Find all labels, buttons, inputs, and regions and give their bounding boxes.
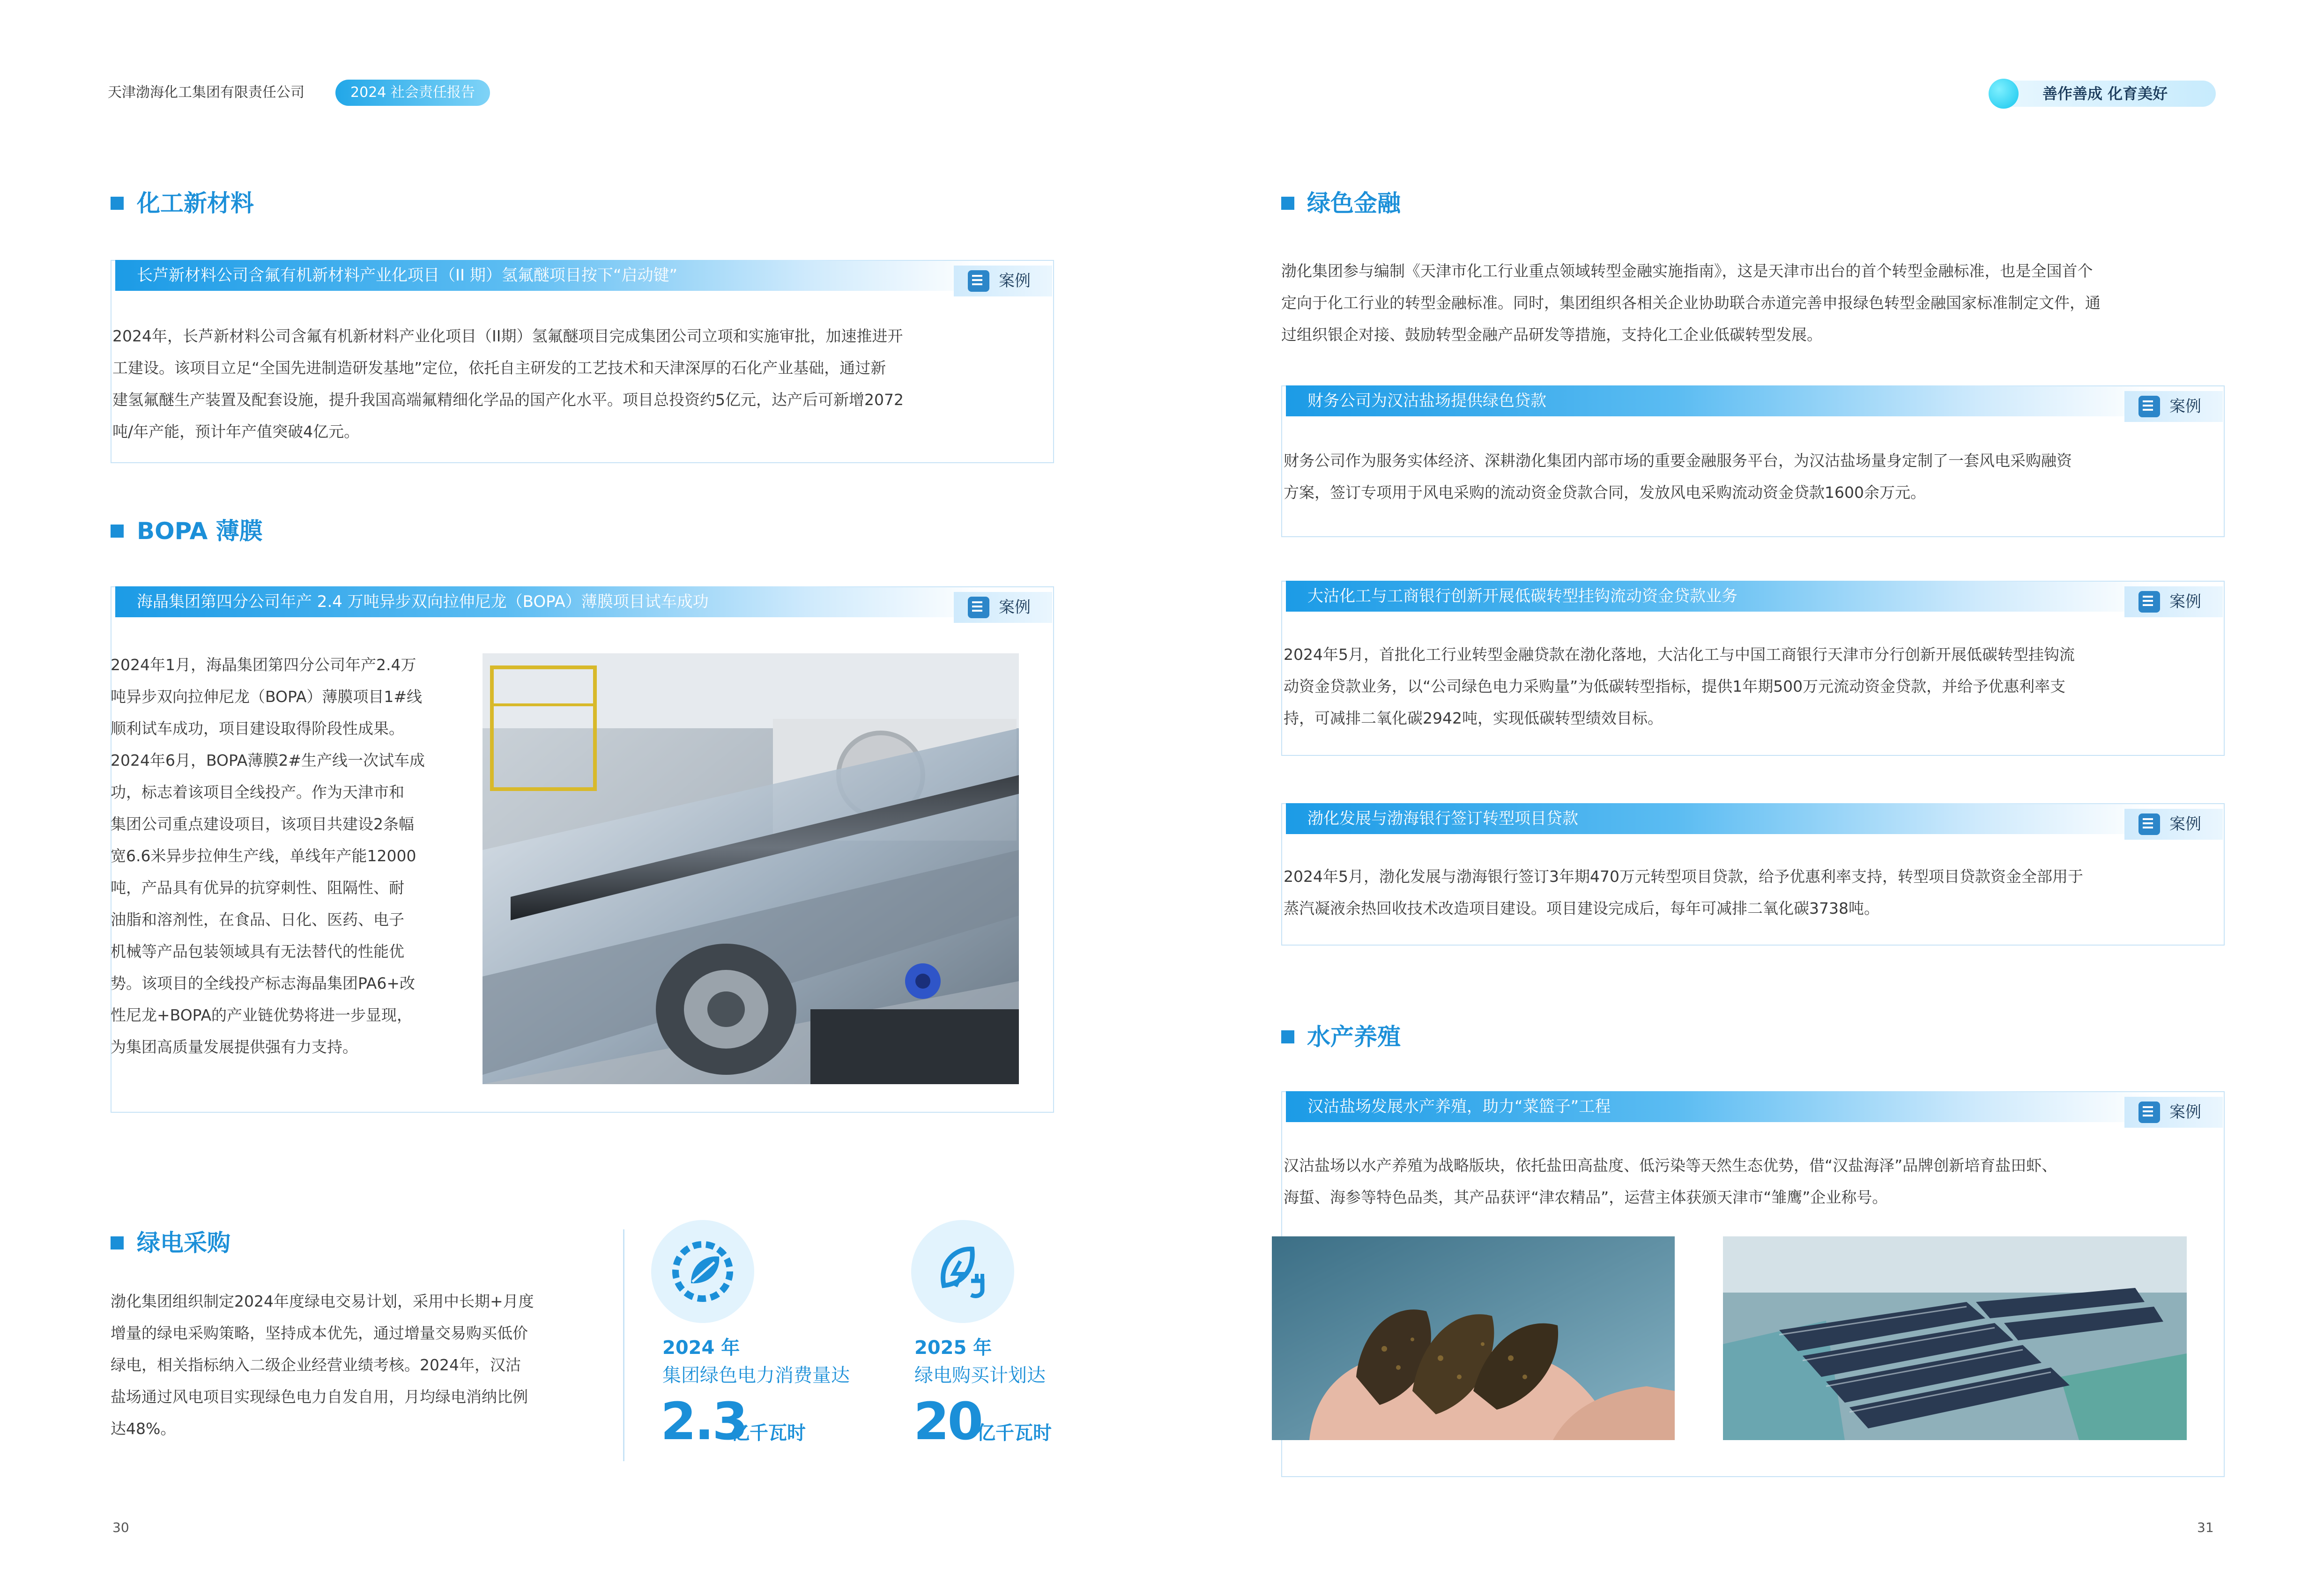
case-title: 财务公司为汉沽盐场提供绿色贷款 bbox=[1286, 385, 2153, 416]
report-badge: 2024 社会责任报告 bbox=[335, 80, 490, 106]
text-line: 渤化集团参与编制《天津市化工行业重点领域转型金融实施指南》，这是天津市出台的首个转型金融标准，也是全国首个 bbox=[1281, 262, 2093, 280]
stat-value: 2.3 bbox=[661, 1391, 746, 1451]
text-line: 渤化集团组织制定2024年度绿电交易计划，采用中长期+月度 bbox=[111, 1292, 534, 1310]
sea-cucumber-photo bbox=[1272, 1236, 1675, 1440]
slogan-text: 善作善成 化育美好 bbox=[2042, 85, 2168, 103]
case-tag-label: 案例 bbox=[999, 272, 1031, 290]
text-line: 定向于化工行业的转型金融标准。同时，集团组织各相关企业协助联合赤道完善申报绿色转型金融国家标准制定文件，通 bbox=[1281, 294, 2101, 312]
case-text bbox=[1284, 445, 2216, 509]
section-title-green-power: 绿电采购 bbox=[137, 1229, 230, 1257]
case-text bbox=[1284, 861, 2216, 924]
green-power-text bbox=[111, 1286, 602, 1445]
section-marker-icon bbox=[1281, 1030, 1294, 1043]
text-line: 2024年1月，海晶集团第四分公司年产2.4万 bbox=[111, 656, 416, 674]
slogan-dot-icon bbox=[1989, 79, 2019, 109]
bopa-film-photo bbox=[483, 653, 1019, 1084]
case-text bbox=[1284, 639, 2216, 734]
stat-unit: 亿千瓦时 bbox=[977, 1422, 1052, 1444]
text-line: 机械等产品包装领域具有无法替代的性能优 bbox=[111, 942, 404, 961]
document-icon bbox=[968, 597, 989, 618]
case-tag-label: 案例 bbox=[2169, 1103, 2201, 1122]
page-number: 31 bbox=[2197, 1520, 2214, 1535]
text-line: 2024年5月，渤化发展与渤海银行签订3年期470万元转型项目贷款，给予优惠利率支持，转型项目贷款资金全部用于 bbox=[1284, 867, 2083, 886]
text-line: 性尼龙+BOPA的产业链优势将进一步显现， bbox=[111, 1006, 413, 1024]
case-text bbox=[112, 320, 1045, 448]
text-line: 油脂和溶剂性，在食品、日化、医药、电子 bbox=[111, 910, 404, 929]
text-line: 2024年5月，首批化工行业转型金融贷款在渤化落地，大沽化工与中国工商银行天津市分行创新开展低碳转型挂钩流 bbox=[1284, 645, 2075, 664]
case-title: 大沽化工与工商银行创新开展低碳转型挂钩流动资金贷款业务 bbox=[1286, 581, 2153, 612]
document-icon bbox=[2138, 1101, 2160, 1123]
text-line: 2024年，长芦新材料公司含氟有机新材料产业化项目（II期）氢氟醚项目完成集团公司立项和实施审批，加速推进开 bbox=[112, 327, 903, 345]
case-tag-label: 案例 bbox=[2169, 592, 2201, 611]
text-line: 宽6.6米异步拉伸生产线，单线年产能12000 bbox=[111, 847, 416, 865]
case-tag bbox=[2124, 809, 2223, 840]
section-title-green-finance: 绿色金融 bbox=[1307, 190, 1401, 217]
case-title: 汉沽盐场发展水产养殖，助力“菜篮子”工程 bbox=[1286, 1091, 2153, 1122]
text-line: 绿电，相关指标纳入二级企业经营业绩考核。2024年，汉沽 bbox=[111, 1356, 521, 1374]
text-line: 集团公司重点建设项目，该项目共建设2条幅 bbox=[111, 815, 414, 833]
stat-unit: 亿千瓦时 bbox=[731, 1422, 806, 1444]
case-tag-label: 案例 bbox=[2169, 397, 2201, 416]
case-title: 海晶集团第四分公司年产 2.4 万吨异步双向拉伸尼龙（BOPA）薄膜项目试车成功 bbox=[115, 586, 982, 617]
text-line: 达48%。 bbox=[111, 1419, 176, 1438]
plug-leaf-icon bbox=[911, 1220, 1014, 1323]
company-name: 天津渤海化工集团有限责任公司 bbox=[108, 84, 304, 101]
stat-label: 绿电购买计划达 bbox=[914, 1365, 1046, 1386]
text-line: 方案，签订专项用于风电采购的流动资金贷款合同，发放风电采购流动资金贷款1600余万元。 bbox=[1284, 483, 1926, 502]
text-line: 工建设。该项目立足“全国先进制造研发基地”定位，依托自主研发的工艺技术和天津深厚的石化产业基础，通过新 bbox=[112, 359, 886, 377]
case-tag bbox=[954, 266, 1052, 296]
stat-label: 集团绿色电力消费量达 bbox=[662, 1365, 850, 1386]
case-tag bbox=[2124, 586, 2223, 617]
text-line: 顺利试车成功，项目建设取得阶段性成果。 bbox=[111, 719, 404, 738]
case-tag bbox=[2124, 1097, 2223, 1128]
text-line: 建氢氟醚生产装置及配套设施，提升我国高端氟精细化学品的国产化水平。项目总投资约5亿元，达产后可新增2072 bbox=[112, 391, 904, 409]
section-marker-icon bbox=[111, 525, 124, 538]
text-line: 汉沽盐场以水产养殖为战略版块，依托盐田高盐度、低污染等天然生态优势，借“汉盐海泽”品牌创新培育盐田虾、 bbox=[1284, 1156, 2057, 1175]
case-title: 渤化发展与渤海银行签订转型项目贷款 bbox=[1286, 803, 2153, 834]
document-icon bbox=[2138, 396, 2160, 417]
case-text bbox=[111, 649, 467, 1063]
divider bbox=[623, 1229, 624, 1461]
case-tag-label: 案例 bbox=[999, 598, 1031, 617]
document-icon bbox=[968, 270, 989, 292]
text-line: 吨/年产能，预计年产值突破4亿元。 bbox=[112, 422, 360, 441]
text-line: 动资金贷款业务，以“公司绿色电力采购量”为低碳转型指标，提供1年期500万元流动资金贷款，并给予优惠利率支 bbox=[1284, 677, 2066, 695]
text-line: 海蜇、海参等特色品类，其产品获评“津农精品”，运营主体获颁天津市“雏鹰”企业称号。 bbox=[1284, 1188, 1888, 1206]
stat-year: 2024 年 bbox=[662, 1337, 740, 1359]
text-line: 增量的绿电采购策略，坚持成本优先，通过增量交易购买低价 bbox=[111, 1324, 528, 1342]
section-marker-icon bbox=[1281, 197, 1294, 210]
section-marker-icon bbox=[111, 1236, 124, 1249]
case-title: 长芦新材料公司含氟有机新材料产业化项目（II 期）氢氟醚项目按下“启动键” bbox=[115, 260, 982, 291]
text-line: 为集团高质量发展提供强有力支持。 bbox=[111, 1038, 358, 1056]
text-line: 吨，产品具有优异的抗穿刺性、阻隔性、耐 bbox=[111, 879, 404, 897]
text-line: 势。该项目的全线投产标志海晶集团PA6+改 bbox=[111, 974, 416, 992]
text-line: 过组织银企对接、鼓励转型金融产品研发等措施，支持化工企业低碳转型发展。 bbox=[1281, 325, 1822, 344]
text-line: 吨异步双向拉伸尼龙（BOPA）薄膜项目1#线 bbox=[111, 688, 423, 706]
text-line: 功，标志着该项目全线投产。作为天津市和 bbox=[111, 783, 404, 801]
stat-value: 20 bbox=[913, 1391, 982, 1451]
section-title-aquaculture: 水产养殖 bbox=[1307, 1023, 1401, 1050]
text-line: 蒸汽凝液余热回收技术改造项目建设。项目建设完成后，每年可减排二氧化碳3738吨。 bbox=[1284, 899, 1879, 917]
aquaculture-farm-aerial-photo bbox=[1723, 1236, 2187, 1440]
text-line: 盐场通过风电项目实现绿色电力自发自用，月均绿电消纳比例 bbox=[111, 1388, 528, 1406]
section-title-bopa: BOPA 薄膜 bbox=[137, 517, 263, 545]
document-icon bbox=[2138, 813, 2160, 835]
green-finance-text bbox=[1281, 255, 2223, 351]
case-tag bbox=[954, 592, 1052, 623]
text-line: 财务公司作为服务实体经济、深耕渤化集团内部市场的重要金融服务平台，为汉沽盐场量身定制了一套风电采购融资 bbox=[1284, 451, 2072, 470]
document-icon bbox=[2138, 591, 2160, 613]
stat-year: 2025 年 bbox=[914, 1337, 992, 1359]
text-line: 2024年6月，BOPA薄膜2#生产线一次试车成 bbox=[111, 751, 425, 769]
text-line: 持，可减排二氧化碳2942吨，实现低碳转型绩效目标。 bbox=[1284, 709, 1663, 727]
page-number: 30 bbox=[112, 1520, 129, 1535]
case-text bbox=[1284, 1150, 2216, 1213]
case-tag bbox=[2124, 391, 2223, 422]
section-marker-icon bbox=[111, 197, 124, 210]
case-tag-label: 案例 bbox=[2169, 815, 2201, 834]
leaf-gear-icon bbox=[651, 1220, 754, 1323]
section-title-new-materials: 化工新材料 bbox=[137, 190, 254, 217]
